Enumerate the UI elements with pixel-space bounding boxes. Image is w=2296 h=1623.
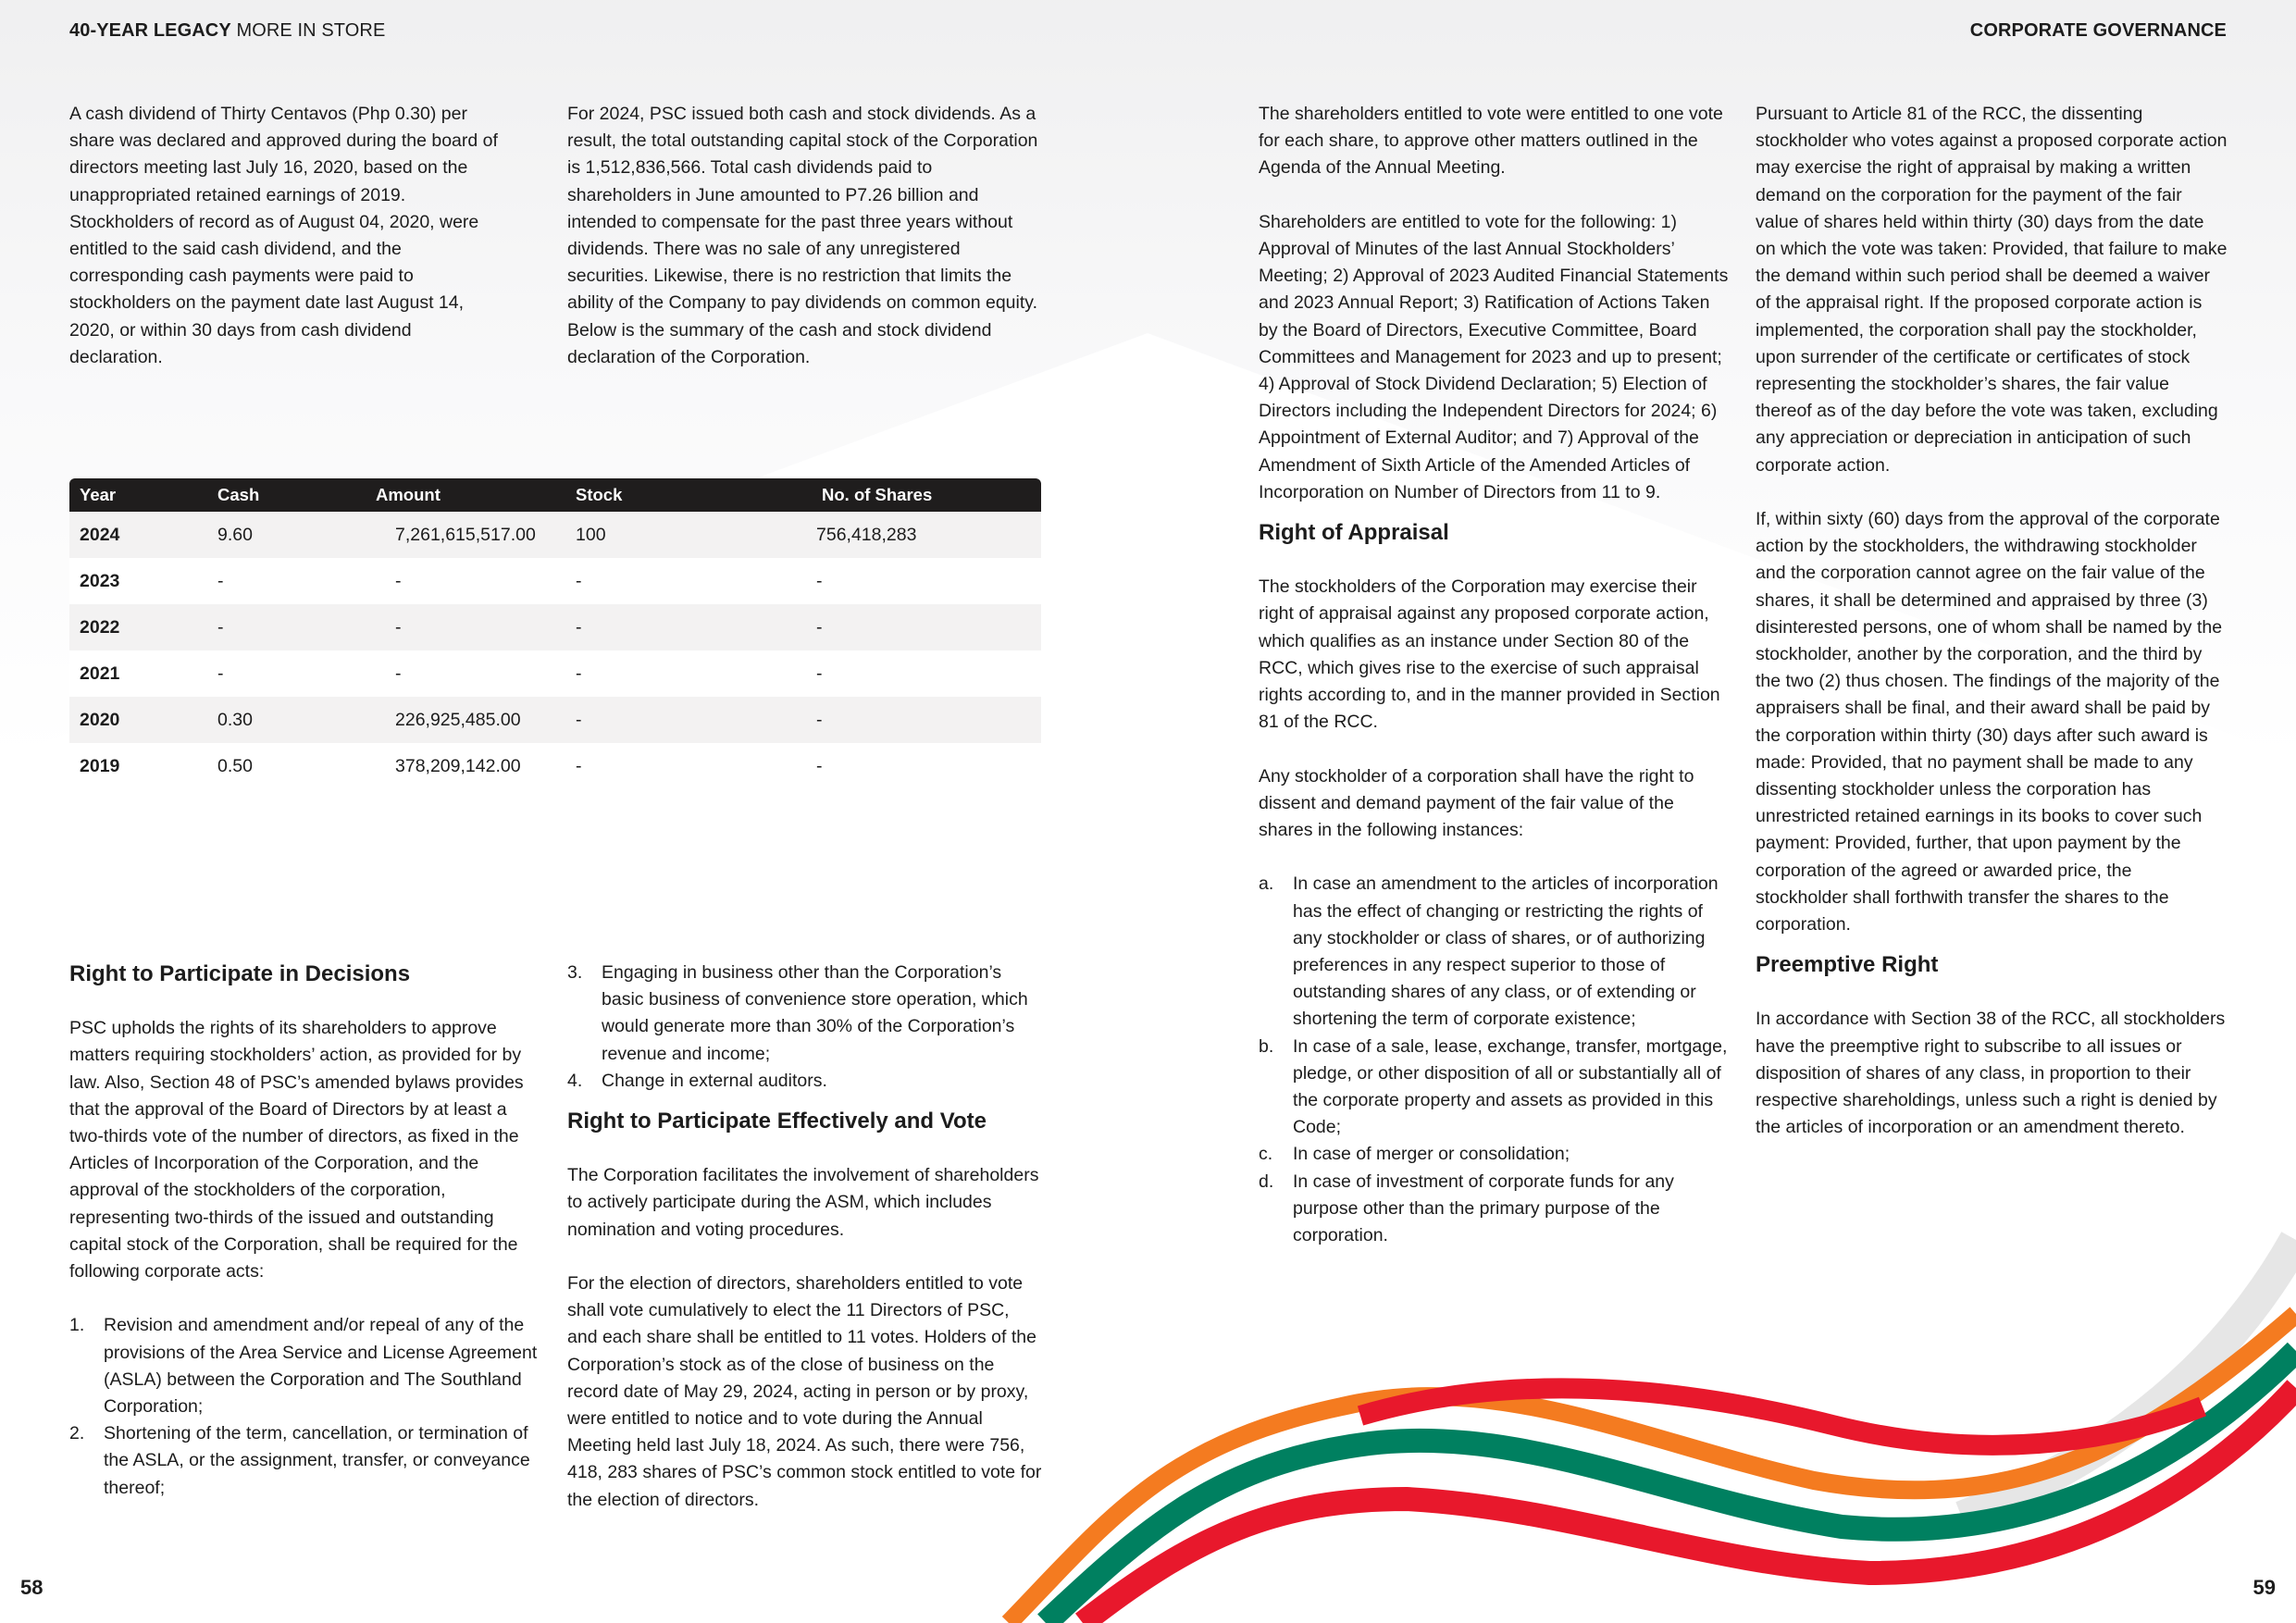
cell-stock: - bbox=[565, 558, 812, 604]
table-row bbox=[69, 512, 1041, 558]
list-text: Change in external auditors. bbox=[602, 1070, 827, 1091]
cell-shares: - bbox=[812, 743, 1041, 789]
cell-stock: - bbox=[565, 743, 812, 789]
cell-amount: 378,209,142.00 bbox=[366, 743, 565, 789]
cell-year: 2022 bbox=[69, 604, 207, 650]
preemptive-paragraph: In accordance with Section 38 of the RCC, all stockholders have the preemptive right to subscribe to all issues or disposition of shares of any class, in proportion to their respective shareholdings, unless such a right is denied by the articles of incorporation or an amendment thereto. bbox=[1756, 1009, 2226, 1138]
cell-amount: 7,261,615,517.00 bbox=[366, 512, 565, 558]
corporate-acts-list bbox=[69, 1312, 541, 1501]
right-col3 bbox=[1259, 101, 1731, 1276]
cell-stock: 100 bbox=[565, 512, 812, 558]
header-brand: 40-YEAR LEGACY bbox=[69, 20, 231, 41]
list-marker: d. bbox=[1259, 1171, 1274, 1192]
heading-right-of-appraisal: Right of Appraisal bbox=[1259, 520, 1449, 546]
cell-shares: - bbox=[812, 697, 1041, 743]
cash-dividend-paragraph: A cash dividend of Thirty Centavos (Php 0.30) per share was declared and approved during the board of directors meeting last July 16, 2020, based on the unappropriated retained earnings of 2019. Stockholders of record as of August 04, 2020, were entitled to the said cash dividend, and the corresponding cash payments were paid to stockholders on the payment date last August 14, 2020, or within 30 days from cash dividend declaration. bbox=[69, 104, 498, 367]
table-header-row bbox=[69, 478, 1041, 512]
list-marker: 4. bbox=[567, 1070, 583, 1091]
list-marker: c. bbox=[1259, 1144, 1273, 1165]
cell-year: 2020 bbox=[69, 697, 207, 743]
cell-cash: 9.60 bbox=[207, 512, 366, 558]
dividend-table bbox=[69, 478, 1041, 789]
list-text: In case of a sale, lease, exchange, transfer, mortgage, pledge, or other disposition of all or substantially all of the corporate property and assets as provided in this Code; bbox=[1293, 1035, 1728, 1138]
cell-shares: 756,418,283 bbox=[812, 512, 1041, 558]
list-item bbox=[1259, 871, 1731, 1033]
cell-shares: - bbox=[812, 650, 1041, 697]
list-marker: 3. bbox=[567, 962, 583, 983]
corporate-acts-list-continued bbox=[567, 960, 1044, 1095]
cell-year: 2024 bbox=[69, 512, 207, 558]
appraisal-valuation-paragraph: If, within sixty (60) days from the approval of the corporate action by the stockholders, the withdrawing stockholder and the corporation cannot agree on the fair value of the shares, it shall be determined and appraised by three (3) disinterested persons, one of whom shall be named by the stockholder, another by the corporation, and the third by the two (2) thus chosen. The findings of the majority of the appraisers shall be final, and their award shall be paid by the corporation within thirty (30) days after such award is made: Provided, that no payment shall be made to any dissenting stockholder unless the corporation has unrestricted retained earnings in its books to cover such payment: Provided, further, that upon payment by the corporation of the agreed or awarded price, the stockholder shall forthwith transfer the shares to the corporation. bbox=[1756, 509, 2223, 935]
cell-amount: - bbox=[366, 604, 565, 650]
appraisal-paragraph-2: Any stockholder of a corporation shall have the right to dissent and demand payment of the fair value of the shares in the following instances: bbox=[1259, 765, 1694, 841]
left-col2-vote bbox=[567, 960, 1044, 1514]
cell-cash: - bbox=[207, 558, 366, 604]
list-item bbox=[1259, 1034, 1731, 1142]
list-text: In case of investment of corporate funds for any purpose other than the primary purpose of the corporation. bbox=[1293, 1171, 1674, 1246]
cell-stock: - bbox=[565, 604, 812, 650]
col-header-shares: No. of Shares bbox=[812, 478, 1041, 512]
appraisal-instances-list bbox=[1259, 871, 1731, 1249]
cell-stock: - bbox=[565, 650, 812, 697]
cell-shares: - bbox=[812, 604, 1041, 650]
col-header-amount: Amount bbox=[366, 478, 565, 512]
list-item bbox=[567, 1068, 1044, 1095]
right-col4 bbox=[1756, 101, 2228, 1141]
appraisal-demand-paragraph: Pursuant to Article 81 of the RCC, the dissenting stockholder who votes against a proposed corporate action may exercise the right of appraisal by making a written demand on the corporation for the payment of the fair value of shares held within thirty (30) days from the date on which the vote was taken: Provided, that failure to make the demand within such period shall be deemed a waiver of the appraisal right. If the proposed corporate action is implemented, the corporation shall pay the stockholder, upon surrender of the certificate or certificates of stock representing the stockholder’s shares, the fair value thereof as of the day before the vote was taken, excluding any appreciation or depreciation in anticipation of such corporate action. bbox=[1756, 104, 2228, 476]
list-text: Shortening of the term, cancellation, or termination of the ASLA, or the assignment, transfer, or conveyance thereof; bbox=[104, 1423, 530, 1498]
vote-paragraph-2: For the election of directors, shareholders entitled to vote shall vote cumulatively to elect the 11 Directors of PSC, and each share shall be entitled to 11 votes. Holders of the Corporation’s stock as of the close of business on the record date of May 29, 2024, acting in person or by proxy, were entitled to notice and to vote during the Annual Meeting held last July 18, 2024. As such, there were 756, 418, 283 shares of PSC’s common stock entitled to vote for the election of directors. bbox=[567, 1273, 1042, 1510]
table-row bbox=[69, 604, 1041, 650]
list-item bbox=[567, 960, 1044, 1068]
list-item bbox=[69, 1312, 541, 1420]
dividends-2024-paragraph: For 2024, PSC issued both cash and stock dividends. As a result, the total outstanding capital stock of the Corporation is 1,512,836,566. Total cash dividends paid to shareholders in June amounted to P7.26 billion and intended to compensate for the past three years without dividends. There was no sale of any unregistered securities. Likewise, there is no restriction that limits the ability of the Company to pay dividends on common equity. Below is the summary of the cash and stock dividend declaration of the Corporation. bbox=[567, 104, 1038, 367]
cell-cash: 0.30 bbox=[207, 697, 366, 743]
list-item bbox=[1259, 1141, 1731, 1168]
list-marker: 2. bbox=[69, 1423, 85, 1444]
running-header-right: CORPORATE GOVERNANCE bbox=[1969, 20, 2227, 41]
agenda-items-paragraph: Shareholders are entitled to vote for the following: 1) Approval of Minutes of the last Annual Stockholders’ Meeting; 2) Approval of 2023 Audited Financial Statements and 2023 Annual Report; 3) Ratification of Actions Taken by the Board of Directors, Executive Committee, Board Committees and Management for 2023 and up to present; 4) Approval of Stock Dividend Declaration; 5) Election of Directors including the Independent Directors for 2024; 6) Appointment of External Auditor; and 7) Approval of the Amendment of Sixth Article of the Amended Articles of Incorporation on Number of Directors from 11 to 9. bbox=[1259, 211, 1729, 502]
cell-amount: - bbox=[366, 558, 565, 604]
cell-cash: - bbox=[207, 604, 366, 650]
vote-per-share-paragraph: The shareholders entitled to vote were entitled to one vote for each share, to approve other matters outlined in the Agenda of the Annual Meeting. bbox=[1259, 104, 1723, 179]
cell-year: 2021 bbox=[69, 650, 207, 697]
table-row bbox=[69, 650, 1041, 697]
page-number-left: 58 bbox=[20, 1576, 43, 1599]
col-header-year: Year bbox=[69, 478, 207, 512]
cell-cash: 0.50 bbox=[207, 743, 366, 789]
cell-year: 2023 bbox=[69, 558, 207, 604]
col-header-stock: Stock bbox=[565, 478, 812, 512]
list-item bbox=[69, 1420, 541, 1502]
list-text: Revision and amendment and/or repeal of any of the provisions of the Area Service and License Agreement (ASLA) between the Corporation and The Southland Corporation; bbox=[104, 1315, 538, 1418]
heading-preemptive-right: Preemptive Right bbox=[1756, 952, 1939, 978]
left-col2-intro bbox=[567, 101, 1041, 371]
left-col1-intro bbox=[69, 101, 504, 371]
cell-cash: - bbox=[207, 650, 366, 697]
list-text: In case an amendment to the articles of incorporation has the effect of changing or restricting the rights of any stockholder or class of shares, or of authorizing preferences in any respect superior to those of outstanding shares of any class, or of extending or shortening the term of corporate existence; bbox=[1293, 873, 1719, 1030]
col-header-cash: Cash bbox=[207, 478, 366, 512]
cell-year: 2019 bbox=[69, 743, 207, 789]
appraisal-paragraph-1: The stockholders of the Corporation may exercise their right of appraisal against any proposed corporate action, which qualifies as an instance under Section 80 of the RCC, which gives rise to the exercise of such appraisal rights according to, and in the manner provided in Section 81 of the RCC. bbox=[1259, 576, 1720, 733]
list-marker: a. bbox=[1259, 873, 1274, 895]
participate-body: PSC upholds the rights of its shareholders to approve matters requiring stockholders’ action, as provided for by law. Also, Section 48 of PSC’s amended bylaws provides that the approval of the Board of Directors by at least a two-thirds vote of the number of directors, as fixed in the Articles of Incorporation of the Corporation, and the approval of the stockholders of the corporation, representing two-thirds of the issued and outstanding capital stock of the Corporation, shall be required for the following corporate acts: bbox=[69, 1018, 524, 1282]
heading-participate-decisions: Right to Participate in Decisions bbox=[69, 961, 411, 986]
list-marker: b. bbox=[1259, 1035, 1274, 1057]
left-col1-participate bbox=[69, 960, 541, 1529]
table-row bbox=[69, 558, 1041, 604]
page-number-right: 59 bbox=[2253, 1576, 2276, 1599]
cell-amount: - bbox=[366, 650, 565, 697]
header-tagline: MORE IN STORE bbox=[230, 20, 386, 41]
table-row bbox=[69, 697, 1041, 743]
list-marker: 1. bbox=[69, 1315, 85, 1336]
table-row bbox=[69, 743, 1041, 789]
cell-amount: 226,925,485.00 bbox=[366, 697, 565, 743]
running-header-left bbox=[69, 20, 385, 42]
cell-shares: - bbox=[812, 558, 1041, 604]
list-text: Engaging in business other than the Corporation’s basic business of convenience store operation, which would generate more than 30% of the Corporation’s revenue and income; bbox=[602, 962, 1028, 1064]
cell-stock: - bbox=[565, 697, 812, 743]
list-item bbox=[1259, 1169, 1731, 1250]
list-text: In case of merger or consolidation; bbox=[1293, 1144, 1570, 1165]
heading-participate-vote: Right to Participate Effectively and Vote bbox=[567, 1109, 987, 1134]
vote-paragraph-1: The Corporation facilitates the involvement of shareholders to actively participate during the ASM, which includes nomination and voting procedures. bbox=[567, 1165, 1039, 1240]
